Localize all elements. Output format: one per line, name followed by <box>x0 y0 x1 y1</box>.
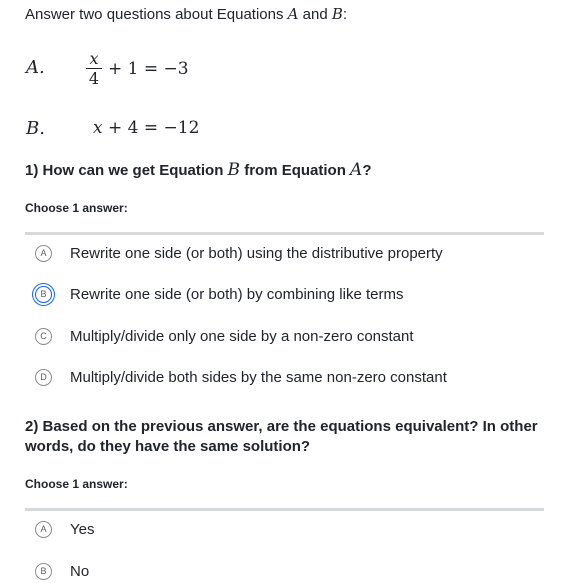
equation-a-denominator: 4 <box>88 68 100 88</box>
equation-b-expression: x + 4 = −12 <box>93 118 200 138</box>
q1-choice-d-text: Multiply/divide both sides by the same non-zero constant <box>70 368 447 386</box>
q1-choice-d[interactable] <box>35 365 447 389</box>
q1-choice-a-text: Rewrite one side (or both) using the distributive property <box>70 244 443 262</box>
instructions-prefix: Answer two questions about Equations <box>25 6 288 23</box>
instructions-colon: : <box>342 6 348 23</box>
equation-a <box>86 46 189 92</box>
q1-choice-c-radio[interactable]: C <box>35 328 52 345</box>
q1-choice-a-radio[interactable]: A <box>35 245 52 262</box>
instructions-and: and <box>298 6 332 23</box>
q2-choice-a-radio[interactable]: A <box>35 521 52 538</box>
q2-choice-a[interactable] <box>35 517 94 541</box>
q1-choice-c-text: Multiply/divide only one side by a non-zero constant <box>70 327 414 345</box>
question-2-divider <box>25 508 544 511</box>
equation-a-rest: + 1 = −3 <box>108 59 189 79</box>
equation-a-var: A <box>287 5 299 23</box>
q2-choice-b-radio[interactable]: B <box>35 563 52 580</box>
question-2-prompt <box>25 417 538 457</box>
q1-choice-d-radio[interactable]: D <box>35 369 52 386</box>
q2-choice-b-text: No <box>70 562 90 580</box>
question-2-line-2: words, do they have the same solution? <box>25 438 311 455</box>
q2-choice-a-text: Yes <box>70 520 95 538</box>
equation-b <box>93 118 199 138</box>
question-2-choose-label: Choose 1 answer: <box>25 477 128 491</box>
question-1-divider <box>25 232 544 235</box>
instructions-text <box>25 3 347 26</box>
equation-b-variable: x <box>93 118 103 138</box>
question-2-line-1: 2) Based on the previous answer, are the equations equivalent? In other <box>25 418 538 435</box>
equation-a-fraction <box>86 50 102 89</box>
q1-choice-b-text: Rewrite one side (or both) by combining like terms <box>70 285 404 303</box>
question-1-choose-label: Choose 1 answer: <box>25 201 128 215</box>
q2-choice-b[interactable] <box>35 559 89 583</box>
equation-a-label: A. <box>26 57 45 78</box>
question-1-prompt: 1) How can we get Equation B from Equation A? <box>25 160 372 180</box>
q1-choice-c[interactable] <box>35 324 414 348</box>
equation-b-label: B. <box>26 118 45 139</box>
equation-a-numerator: x <box>89 48 99 68</box>
equation-b-var: B <box>331 5 343 23</box>
q1-choice-b-radio[interactable]: B <box>35 286 52 303</box>
q1-choice-b[interactable] <box>35 282 403 306</box>
q1-choice-a[interactable] <box>35 241 443 265</box>
